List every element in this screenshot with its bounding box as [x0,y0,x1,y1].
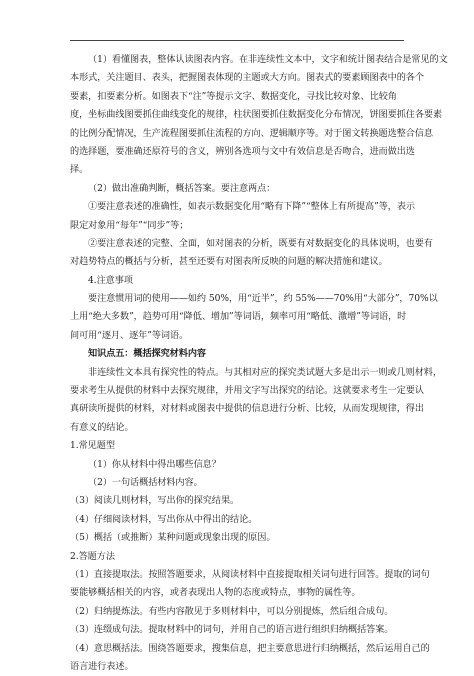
text-line: （2）归纳提炼法。有些内容散见于多则材料中，可以分别提炼，然后组合成句。 [70,606,394,617]
text-line: 非连续性文本具有探究性的特点。与其相对应的探究类试题大多是出示一则或几则材料， [88,367,442,378]
text-line: （2）一句话概括材料内容。 [88,477,203,488]
text-line: （1）看懂图表，整体认读图表内容。在非连续性文本中，文字和统计图表结合是常见的文 [88,55,448,65]
text-line: （1）你从材料中得出哪些信息？ [88,459,221,470]
header-rule [70,40,404,41]
text-line: 有意义的结论。 [70,422,134,433]
text-line: 要求考生从提供的材料中去探究规律，并用文字写出探究的结论。这就要求考生一定要认 [70,386,424,397]
text-line: 真研读所提供的材料，对材料或图表中提供的信息进行分析、比较，从而发现规律，得出 [70,404,424,415]
text-line: （4）仔细阅读材料，写出你从中得出的结论。 [70,514,258,525]
text-line: 间可用“逐月、逐年”等词语。 [70,330,189,341]
text-line: 本形式，关注题目、表头，把握图表体现的主题或大方向。图表式的要素顾图表中的各个 [70,73,424,84]
text-line: 4.注意事项 [88,275,133,286]
text-line: 的选择题，要准确还原符号的含义，辨别各选项与文中有效信息是否吻合，进而做出选 [70,146,415,157]
section-heading: 知识点五：概括探究材料内容 [88,348,206,360]
text-line: 1.常见题型 [70,441,115,452]
text-line: （3）阅读几则材料，写出你的探究结果。 [70,496,240,507]
text-line: ①要注意表述的准确性，如表示数据变化用“略有下降”“整体上有所提高”等，表示 [88,202,416,213]
text-line: 要能够概括相关的内容，或者表现出人物的态度或特点，事物的属性等。 [70,588,361,599]
text-line: 度，坐标曲线图要抓住曲线变化的规律，柱状图要抓住数据变化分布情况，饼图要抓住各要素 [70,110,443,121]
text-line: ②要注意表述的完整、全面，如对图表的分析，既要有对数据变化的具体说明，也要有 [88,238,433,249]
text-line: 2.答题方法 [70,551,115,562]
text-line: 上用“绝大多数”，趋势可用“降低、增加”等词语，频率可用“略低、激增”等词语，时 [70,312,407,323]
document-body [70,51,448,676]
text-line: （2）做出准确判断，概括答案。要注意两点： [88,183,276,194]
text-line: 对趋势特点的概括与分析，甚至还要有对图表所反映的问题的解决措施和建议。 [70,257,388,268]
text-line: （3）连缀成句法。提取材料中的词句，并用自己的语言进行组织归纳概括答案。 [70,625,394,636]
text-line: 要注意惯用词的使用——如约 50%，用“近半”，约 55%——70%用“大部分”，70%以 [88,294,438,305]
text-line: 择。 [70,165,89,176]
text-line: 语言进行表述。 [70,661,134,672]
text-line: 限定对象用“每年”“同步”等； [70,220,189,231]
text-line: （4）意思概括法。围绕答题要求，搜集信息，把主要意思进行归纳概括，然后运用自己的 [70,643,430,654]
text-line: 的比例分配情况，生产流程图要抓住流程的方向、逻辑顺序等。对于图文转换题选整合信息 [70,128,434,139]
text-line: 要素，扣要素分析。如图表下“注”等提示文字、数据变化，寻找比较对象、比较角 [70,91,397,102]
text-line: （5）概括（或推断）某种问题或现象出现的原因。 [70,533,276,544]
text-line: （1）直接提取法。按照答题要求，从阅读材料中直接提取相关词句进行回答。提取的词句 [70,569,430,580]
